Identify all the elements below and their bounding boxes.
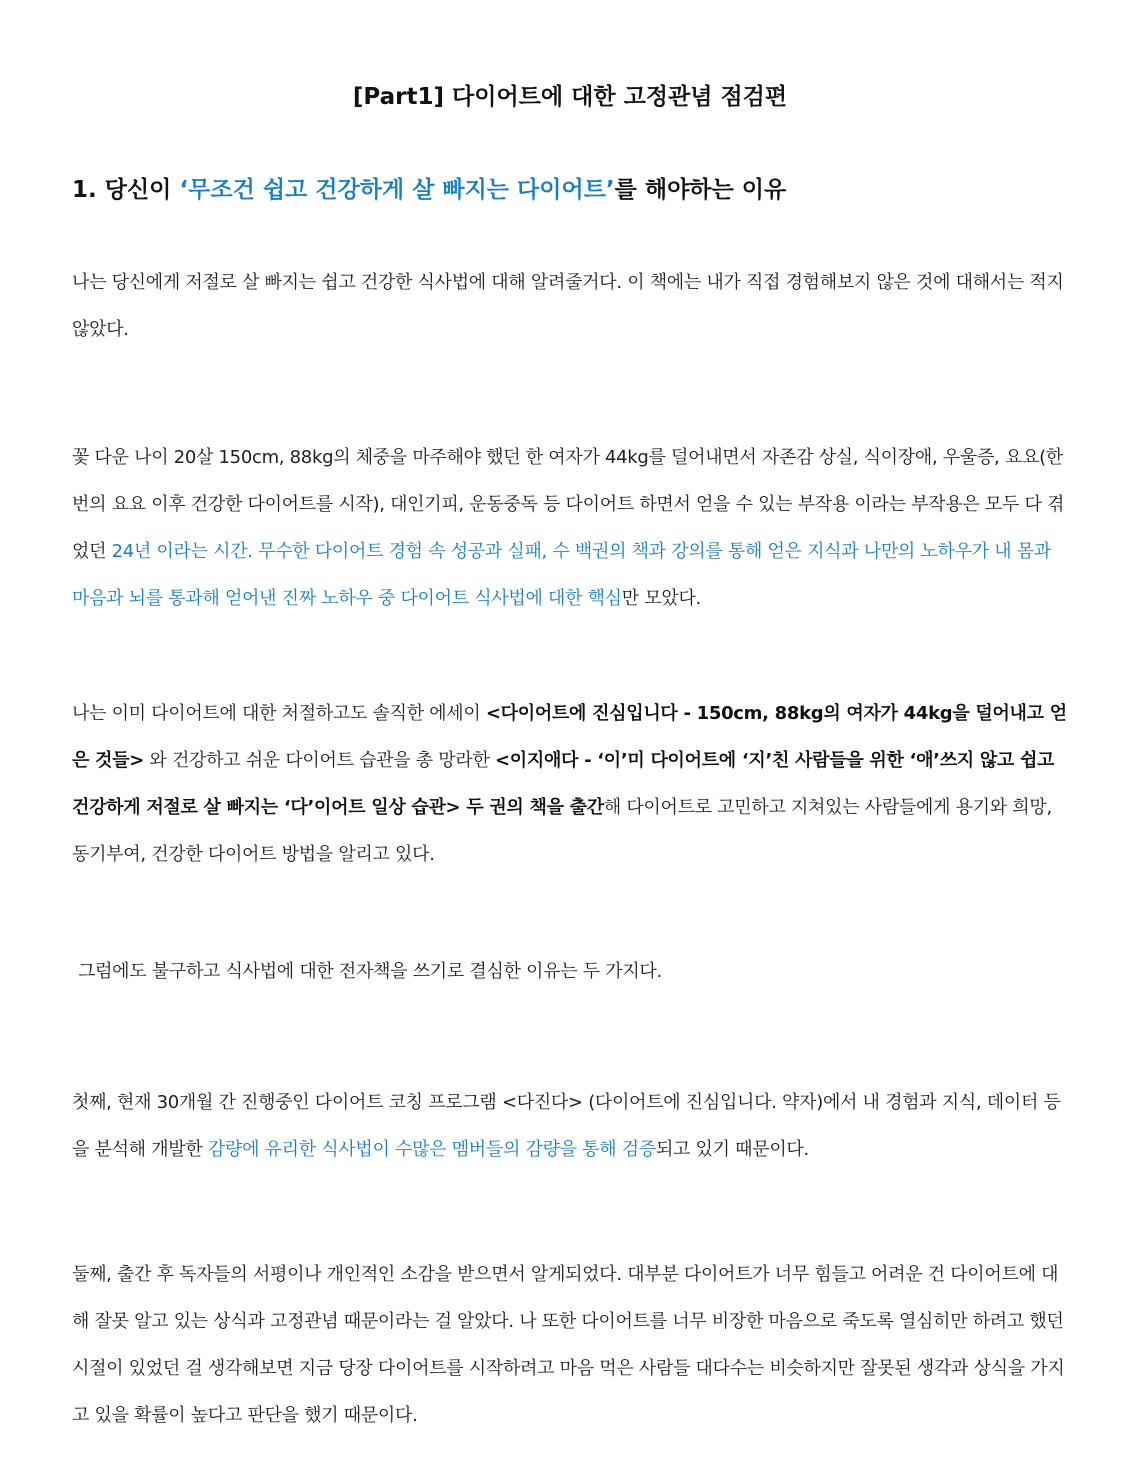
paragraph-history-text-2: 만 모았다.	[621, 588, 701, 609]
paragraph-reason-first-highlight: 감량에 유리한 식사법이 수많은 멤버들의 감량을 통해 검증	[207, 1139, 656, 1160]
paragraph-reason-first	[72, 1079, 1072, 1173]
section-title	[72, 173, 786, 207]
part-title: [Part1] 다이어트에 대한 고정관념 점검편	[352, 84, 788, 110]
paragraph-books-title-1: <다이어트에 진심입니다 - 150cm, 88kg의 여자가 44kg을 덜어내고 얻은 것들>	[72, 703, 1067, 771]
paragraph-intro	[72, 259, 1072, 353]
section-title-highlight: ‘무조건 쉽고 건강하게 살 빠지는 다이어트’	[179, 177, 615, 203]
paragraph-reason-first-text-1: 첫째, 현재 30개월 간 진행중인 다이어트 코칭 프로그램 <다진다> (다이어트에 진심입니다. 약자)에서 내 경험과 지식, 데이터 등을 분석해 개발한	[72, 1092, 1061, 1160]
paragraph-books-text-2: 와 건강하고 쉬운 다이어트 습관을 총 망라한	[144, 750, 495, 771]
section-title-suffix: 를 해야하는 이유	[614, 177, 787, 203]
paragraph-books-title-2: <이지애다 - ‘이’미 다이어트에 ‘지’친 사람들을 위한 ‘애’쓰지 않고 쉽고 건강하게 저절로 살 빠지는 ‘다’이어트 일상 습관> 두 권의 책을 출간	[72, 750, 1055, 818]
paragraph-reason-second	[72, 1251, 1072, 1439]
paragraph-books-text-3: 해 다이어트로 고민하고 지쳐있는 사람들에게 용기와 희망, 동기부여, 건강한 다이어트 방법을 알리고 있다.	[72, 797, 1052, 865]
paragraph-history	[72, 434, 1072, 622]
paragraph-intro-text: 나는 당신에게 저절로 살 빠지는 쉽고 건강한 식사법에 대해 알려줄거다. 이 책에는 내가 직접 경험해보지 않은 것에 대해서는 적지 않았다.	[72, 272, 1064, 340]
paragraph-history-text-1: 꽃 다운 나이 20살 150cm, 88kg의 체중을 마주해야 했던 한 여자가 44kg를 덜어내면서 자존감 상실, 식이장애, 우울증, 요요(한 번의 요요 이후 건강한 다이어트를 시작), 대인기피, 운동중독 등 다이어트 하면서 얻을 수 있는 부작용 이라는 부작용은 모두 다 겪었던	[72, 447, 1065, 562]
paragraph-reason-second-text: 둘째, 출간 후 독자들의 서평이나 개인적인 소감을 받으면서 알게되었다. 대부분 다이어트가 너무 힘들고 어려운 건 다이어트에 대해 잘못 알고 있는 상식과 고정관념 때문이라는 걸 알았다. 나 또한 다이어트를 너무 비장한 마음으로 죽도록 열심히만 하려고 했던 시절이 있었던 걸 생각해보면 지금 당장 다이어트를 시작하려고 마음 먹은 사람들 대다수는 비슷하지만 잘못된 생각과 상식을 가지고 있을 확률이 높다고 판단을 했기 때문이다.	[72, 1264, 1065, 1426]
paragraph-reasons-intro-text: 그럼에도 불구하고 식사법에 대한 전자책을 쓰기로 결심한 이유는 두 가지다.	[78, 961, 662, 982]
section-title-prefix: 1. 당신이	[72, 177, 180, 203]
paragraph-books-text-1: 나는 이미 다이어트에 대한 처절하고도 솔직한 에세이	[72, 703, 486, 724]
paragraph-history-highlight: 24년 이라는 시간. 무수한 다이어트 경험 속 성공과 실패, 수 백권의 책과 강의를 통해 얻은 지식과 나만의 노하우가 내 몸과 마음과 뇌를 통과해 얻어낸 진짜 노하우 중 다이어트 식사법에 대한 핵심	[72, 541, 1051, 609]
paragraph-reason-first-text-2: 되고 있기 때문이다.	[655, 1139, 809, 1160]
paragraph-reasons-intro	[72, 948, 1078, 995]
paragraph-books	[72, 690, 1072, 878]
